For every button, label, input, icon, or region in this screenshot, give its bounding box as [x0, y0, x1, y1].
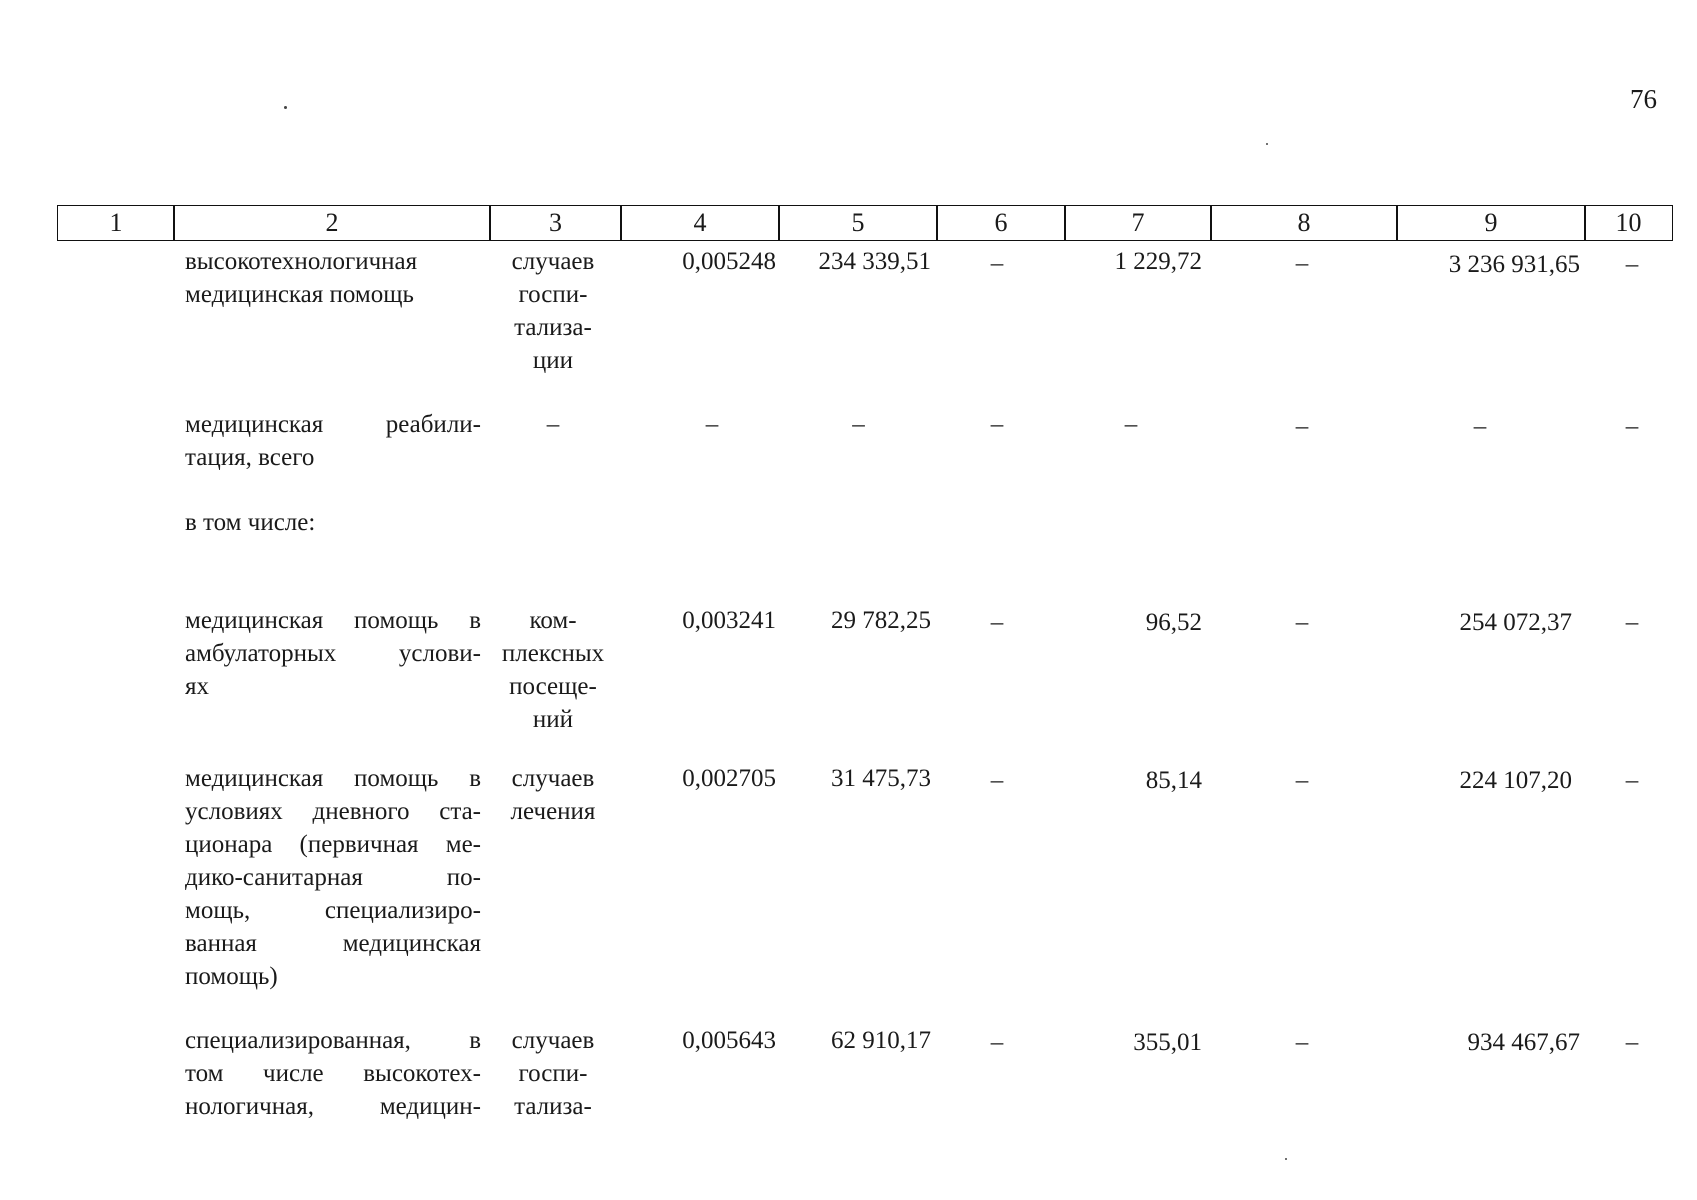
value-cell-4: 0,003241 [682, 607, 776, 634]
value-cell-9: 254 072,37 [1459, 609, 1572, 636]
page-number: 76 [1630, 84, 1657, 114]
unit-line: случаев [511, 1027, 595, 1054]
value-cell-9: 3 236 931,65 [1448, 251, 1580, 278]
row-label-line: медицинская помощь [185, 281, 414, 308]
row-label-line: высокотехнологичная [185, 248, 418, 275]
value-cell-10: – [1625, 767, 1639, 794]
value-cell-6: – [990, 250, 1004, 277]
header-cell: 6 [936, 205, 1066, 241]
value-cell-4: 0,005643 [682, 1027, 776, 1054]
value-cell-7: 85,14 [1145, 767, 1202, 794]
value-cell-6: – [990, 767, 1004, 794]
unit-line: тализа- [514, 1093, 592, 1120]
row-label-line: специализированная, в [185, 1027, 481, 1054]
row-label-line: условиях дневного ста- [185, 798, 481, 825]
header-cell: 7 [1064, 205, 1212, 241]
row-label-line: ях [185, 673, 209, 700]
value-cell-10: – [1625, 251, 1639, 278]
value-cell-5: – [852, 411, 865, 438]
value-cell-6: – [990, 411, 1004, 438]
value-cell-10: – [1625, 1029, 1639, 1056]
unit-line: тализа- [514, 314, 592, 341]
row-label-line: тация, всего [185, 444, 315, 471]
value-cell-7: – [1124, 411, 1138, 438]
value-cell-7: 1 229,72 [1114, 248, 1202, 275]
row-label-line: помощь) [185, 963, 278, 990]
unit-cell [470, 762, 636, 828]
row-label-line: амбулаторных услови- [185, 640, 481, 667]
row-label [185, 245, 481, 311]
value-cell-8: – [1295, 413, 1309, 440]
value-cell-8: – [1295, 767, 1309, 794]
unit-line: ком- [529, 607, 577, 634]
row-label-line: ванная медицинская [185, 930, 481, 957]
value-cell-5: 62 910,17 [831, 1027, 931, 1054]
value-cell-6: – [990, 1029, 1004, 1056]
value-cell-9: 934 467,67 [1467, 1029, 1580, 1056]
value-cell-6: – [990, 609, 1004, 636]
row-label-line: нологичная, медицин- [185, 1093, 481, 1120]
header-cell: 10 [1584, 205, 1673, 241]
header-cell: 3 [489, 205, 622, 241]
row-label-line: медицинская реабили- [185, 411, 481, 438]
row-label [185, 762, 481, 993]
value-cell-5: 29 782,25 [831, 607, 931, 634]
header-cell: 9 [1396, 205, 1586, 241]
value-cell-5: 234 339,51 [818, 248, 931, 275]
value-cell-5: 31 475,73 [831, 765, 931, 792]
unit-line: госпи- [518, 1060, 588, 1087]
value-cell-8: – [1295, 609, 1309, 636]
header-cell: 4 [620, 205, 780, 241]
unit-cell [470, 604, 636, 736]
unit-line: плексных [501, 640, 605, 667]
row-label-line: ционара (первичная ме- [185, 831, 481, 858]
row-label-line: медицинская помощь в [185, 765, 481, 792]
unit-line: случаев [511, 248, 595, 275]
unit-line: – [546, 411, 560, 438]
value-cell-8: – [1295, 250, 1309, 277]
unit-line: посеще- [509, 673, 597, 700]
row-label-line: мощь, специализиро- [185, 897, 481, 924]
unit-line: госпи- [518, 281, 588, 308]
unit-line: случаев [511, 765, 595, 792]
unit-cell [470, 1024, 636, 1123]
row-label [185, 1024, 481, 1123]
value-cell-10: – [1625, 609, 1639, 636]
header-cell: 2 [173, 205, 491, 241]
row-label-line: в том числе: [185, 509, 316, 536]
header-cell: 5 [778, 205, 938, 241]
value-cell-9: 224 107,20 [1459, 767, 1572, 794]
value-cell-10: – [1625, 413, 1639, 440]
row-label [185, 604, 481, 703]
unit-cell [470, 245, 636, 377]
row-label [185, 408, 481, 474]
unit-line: ции [532, 347, 574, 374]
unit-cell [470, 408, 636, 441]
value-cell-4: – [705, 411, 719, 438]
row-label-line: дико-санитарная по- [185, 864, 481, 891]
value-cell-8: – [1295, 1029, 1309, 1056]
row-label-line: медицинская помощь в [185, 607, 481, 634]
value-cell-4: 0,002705 [682, 765, 776, 792]
value-cell-9: – [1473, 413, 1487, 440]
value-cell-4: 0,005248 [682, 248, 776, 275]
header-cell: 1 [57, 205, 175, 241]
unit-line: ний [532, 706, 574, 733]
value-cell-7: 96,52 [1145, 609, 1202, 636]
value-cell-7: 355,01 [1133, 1029, 1202, 1056]
row-label-line: том числе высокотех- [185, 1060, 481, 1087]
unit-line: лечения [510, 798, 596, 825]
row-label [185, 506, 481, 539]
header-cell: 8 [1210, 205, 1398, 241]
